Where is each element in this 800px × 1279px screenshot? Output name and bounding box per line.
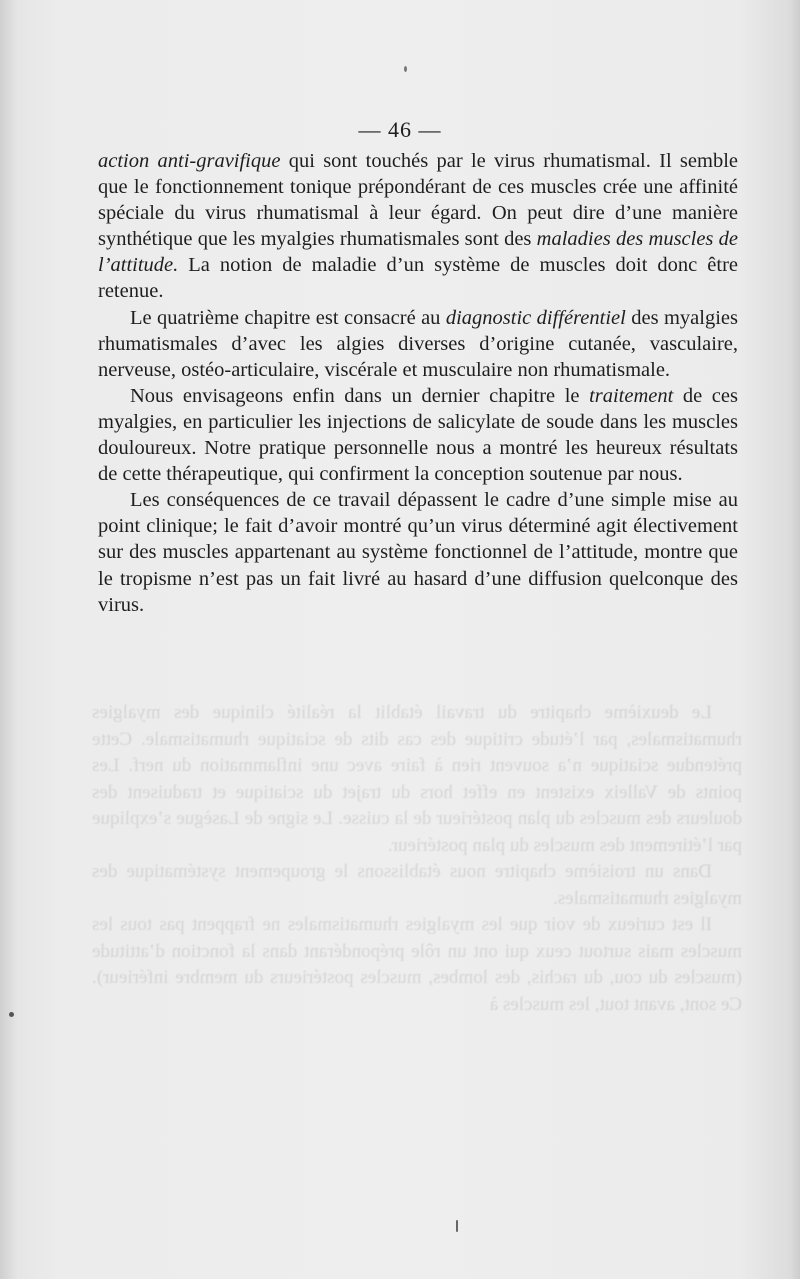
text-segment: Les conséquences de ce travail dépassent le cadre d’une simple mise au point clinique; le fait d’avoir montré qu’un virus déterminé agit électivement sur des muscles appartenant au système fonctionnel de l’attitude, montre que le tropisme n’est pas un fait livré au hasard d’une diffusion quelconque des virus.: [98, 489, 738, 616]
text-segment: de ces myalgies, en particulier les injections de salicylate de soude dans les muscles douloureux. Notre pratique personnelle nous a montré les heureux résultats de cette thérapeutique, qui confirment la conception soutenue par nous.: [98, 384, 738, 486]
page-number: — 46 —: [358, 117, 442, 142]
italic-text: action anti-gravifique: [98, 150, 281, 172]
text-segment: Le quatrième chapitre est consacré au: [130, 306, 446, 329]
paper-speck: [456, 1220, 458, 1232]
paragraph: [98, 148, 738, 305]
text-segment: Nous envisageons enfin dans un dernier chapitre le: [130, 384, 590, 407]
paragraph: [98, 305, 738, 383]
paper-speck: [9, 1012, 14, 1017]
reverse-side-bleed-through: Le deuxième chapitre du travail établit la réalité clinique des myalgies rhumatismales, par l’étude critique des cas dits de sciatique rhumatismale. Cette prétendue sciatique n’a souvent rien à faire avec une inflammation du nerf. Les points de Valleix existent en effet hors du trajet du sciatique et traduisent des douleurs des muscles du plan postérieur de la cuisse. Le signe de Lasègue s’explique par l’étirement des muscles du plan postérieur. Dans un troisième chapitre nous établissons le groupement systématique des myalgies rhumatismales. Il est curieux de voir que les myalgies rhumatismales ne frappent pas tous les muscles mais surtout ceux qui ont un rôle prépondérant dans la fonction d’attitude (muscles du cou, du rachis, des lombes, muscles postérieurs du membre inférieur). Ce sont, avant tout, les muscles à: [92, 702, 742, 1015]
text-segment: qui sont touchés par le virus rhumatismal. Il semble que le fonctionnement tonique prépondérant de ces muscles crée une affinité spéciale du virus rhumatismal à leur égard. On peut dire d’une manière synthétique que les myalgies rhumatismales sont des: [98, 150, 738, 251]
text-segment: La notion de maladie d’un système de muscles doit donc être retenue.: [98, 254, 738, 303]
paragraph: [98, 487, 738, 617]
paragraph: [98, 383, 738, 487]
body-text: [98, 148, 738, 618]
text-segment: des myalgies rhumatismales d’avec les algies diverses d’origine cutanée, vasculaire, nerveuse, ostéo-articulaire, viscérale et musculaire non rhumatismale.: [98, 306, 739, 381]
italic-text: traitement: [589, 384, 674, 407]
paper-speck: [404, 66, 407, 72]
italic-text: diagnostic différentiel: [445, 306, 626, 329]
italic-text: maladies des muscles de l’attitude.: [98, 228, 739, 277]
